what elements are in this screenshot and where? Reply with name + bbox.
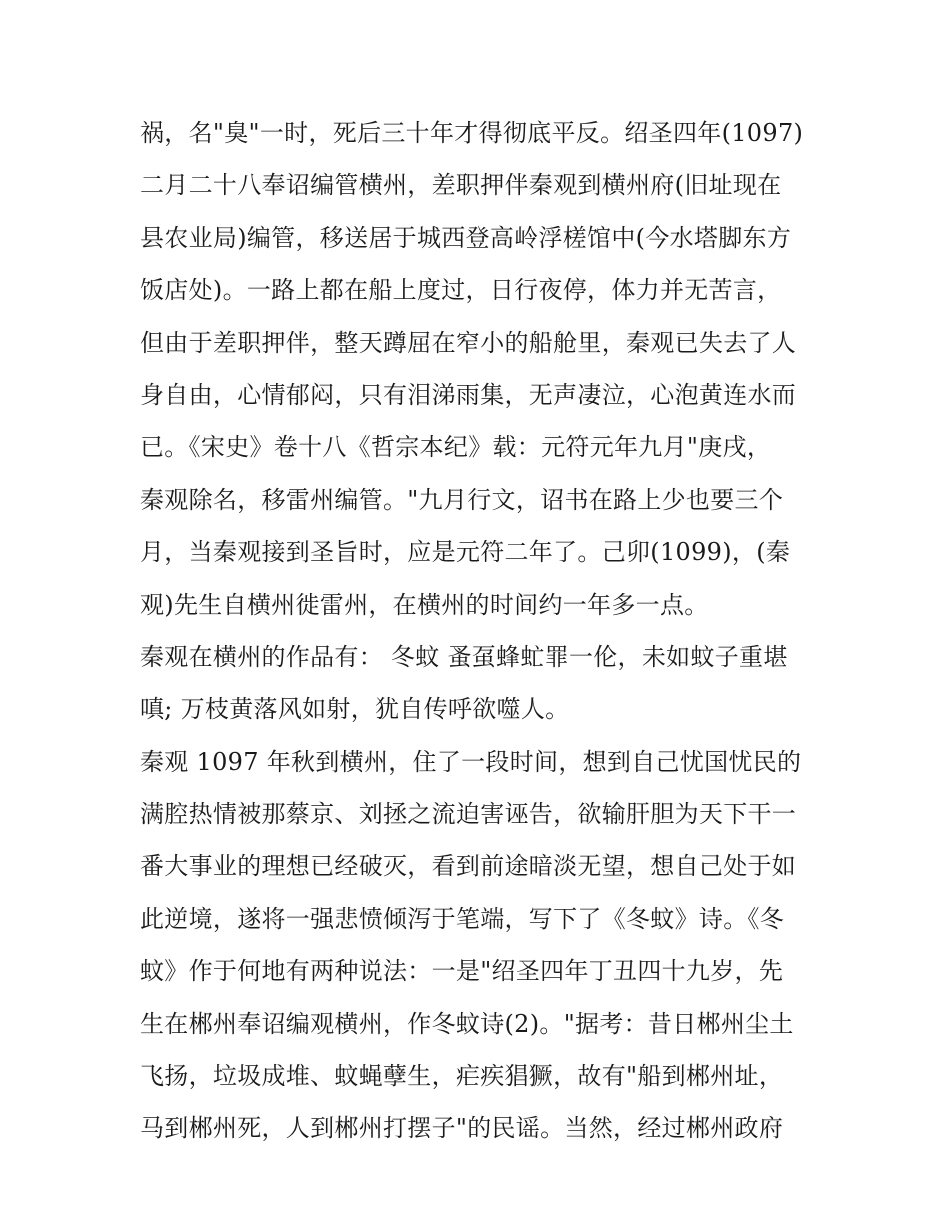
text-line: 满腔热情被那蔡京、刘拯之流迫害诬告，欲输肝胆为天下干一 <box>140 800 797 829</box>
text-line: 秦观 1097 年秋到横州，住了一段时间，想到自己忧国忧民的 <box>140 747 802 776</box>
text-line: 飞扬，垃圾成堆、蚊蝇孽生，疟疾猖獗，故有"船到郴州址， <box>140 1062 784 1091</box>
text-line: 嗔; 万枝黄落风如射，犹自传呼欲噬人。 <box>140 695 570 724</box>
text-line: 生在郴州奉诏编观横州，作冬蚊诗(2)。"据考：昔日郴州尘土 <box>140 1009 794 1038</box>
text-line: 月，当秦观接到圣旨时，应是元符二年了。己卯(1099)，(秦 <box>140 538 791 567</box>
text-line: 二月二十八奉诏编管横州，差职押伴秦观到横州府(旧址现在 <box>140 171 782 200</box>
text-line: 身自由，心情郁闷，只有泪涕雨集，无声凄泣，心泡黄连水而 <box>140 380 797 409</box>
text-line: 此逆境，遂将一强悲愤倾泻于笔端，写下了《冬蚊》诗。《冬 <box>140 904 785 933</box>
text-line: 番大事业的理想已经破灭，看到前途暗淡无望，想自己处于如 <box>140 852 797 881</box>
text-line: 蚊》作于何地有两种说法：一是"绍圣四年丁丑四十九岁，先 <box>140 957 784 986</box>
body-text <box>140 107 820 1155</box>
text-line: 秦观除名，移雷州编管。"九月行文，诏书在路上少也要三个 <box>140 485 784 514</box>
text-line: 秦观在横州的作品有： 冬蚊 蚤虿蜂虻罪一伦，未如蚊子重堪 <box>140 642 788 671</box>
text-line: 马到郴州死，人到郴州打摆子"的民谣。当然，经过郴州政府 <box>140 1114 784 1143</box>
text-line: 饭店处)。一路上都在船上度过，日行夜停，体力并无苦言， <box>140 276 782 305</box>
text-line: 已。《宋史》卷十八《哲宗本纪》载：元符元年九月"庚戌， <box>140 433 772 462</box>
text-line: 祸，名"臭"一时，死后三十年才得彻底平反。绍圣四年(1097) <box>140 119 804 147</box>
text-line: 但由于差职押伴，整天蹲屈在窄小的船舱里，秦观已失去了人 <box>140 328 797 357</box>
text-line: 县农业局)编管，移送居于城西登高岭浮槎馆中(今水塔脚东方 <box>140 223 792 252</box>
text-line: 观)先生自横州徙雷州，在横州的时间约一年多一点。 <box>140 590 709 619</box>
